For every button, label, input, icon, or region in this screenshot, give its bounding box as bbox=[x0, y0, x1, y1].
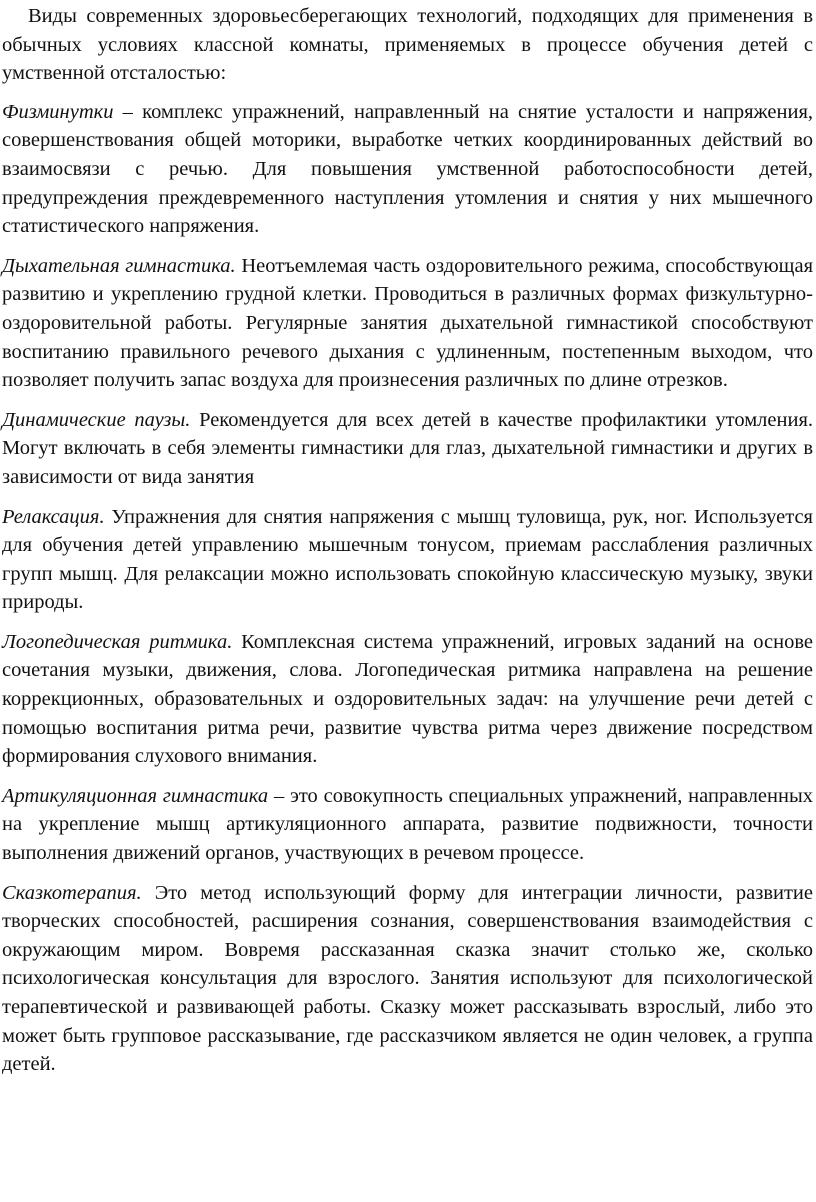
section-fairy-tale-therapy bbox=[2, 879, 813, 1079]
section-term: Дыхательная гимнастика. bbox=[2, 254, 236, 277]
section-term: Динамические паузы. bbox=[2, 408, 191, 431]
section-text: Комплексная система упражнений, игровых заданий на основе сочетания музыки, движения, слова. Логопедическая ритмика направлена на решение коррекционных, образовательных и оздоровительных задач: на улучшение речи детей с помощью воспитания ритма речи, развитие чувства ритма через движение посредством формирования слухового внимания. bbox=[2, 630, 813, 768]
section-dynamic-pauses bbox=[2, 406, 813, 492]
section-text: Рекомендуется для всех детей в качестве профилактики утомления. Могут включать в себя элементы гимнастики для глаз, дыхательной гимнастики и других в зависимости от вида занятия bbox=[2, 408, 814, 488]
section-logopedic-rhythmics bbox=[2, 628, 813, 771]
section-breathing-gymnastics bbox=[2, 252, 813, 395]
section-term: Артикуляционная гимнастика – bbox=[2, 784, 285, 807]
section-text: Это метод использующий форму для интеграции личности, развитие творческих способностей, расширения сознания, совершенствования взаимодействия с окружающим миром. Вовремя рассказанная сказка значит столько же, сколько психологическая консультация для взрослого. Занятия используют для психологической терапевтической и развивающей работы. Сказку может рассказывать взрослый, либо это может быть групповое рассказывание, где рассказчиком является не один человек, а группа детей. bbox=[2, 881, 813, 1076]
section-term: Сказкотерапия. bbox=[2, 881, 142, 904]
section-term: Релаксация. bbox=[2, 505, 105, 528]
section-text: это совокупность специальных упражнений, направленных на укрепление мышц артикуляционного аппарата, развитие подвижности, точности выполнения движений органов, участвующих в речевом процессе. bbox=[2, 784, 813, 865]
section-text: – комплекс упражнений, направленный на снятие усталости и напряжения, совершенствования общей моторики, выработке четких координированных действий во взаимосвязи с речью. Для повышения умственной работоспособности детей, предупреждения преждевременного наступления утомления и снятия у них мышечного статистического напряжения. bbox=[2, 100, 813, 238]
section-term: Физминутки bbox=[2, 100, 114, 123]
section-relaxation bbox=[2, 503, 813, 617]
section-term: Логопедическая ритмика. bbox=[2, 630, 233, 653]
section-text: Неотъемлемая часть оздоровительного режима, способствующая развитию и укреплению грудной клетки. Проводиться в различных формах физкультурно-оздоровительной работы. Регулярные занятия дыхательной гимнастикой способствуют воспитанию правильного речевого дыхания с удлиненным, постепенным выходом, что позволяет получить запас воздуха для произнесения различных по длине отрезков. bbox=[2, 254, 813, 392]
section-fizminutki bbox=[2, 98, 813, 241]
intro-paragraph: Виды современных здоровьесберегающих технологий, подходящих для применения в обычных условиях классной комнаты, применяемых в процессе обучения детей с умственной отсталостью: bbox=[2, 5, 813, 85]
section-text: Упражнения для снятия напряжения с мышц туловища, рук, ног. Используется для обучения детей управлению мышечным тонусом, приемам расслабления различных групп мышц. Для релаксации можно использовать спокойную классическую музыку, звуки природы. bbox=[2, 505, 813, 614]
section-articulation-gymnastics bbox=[2, 782, 813, 868]
